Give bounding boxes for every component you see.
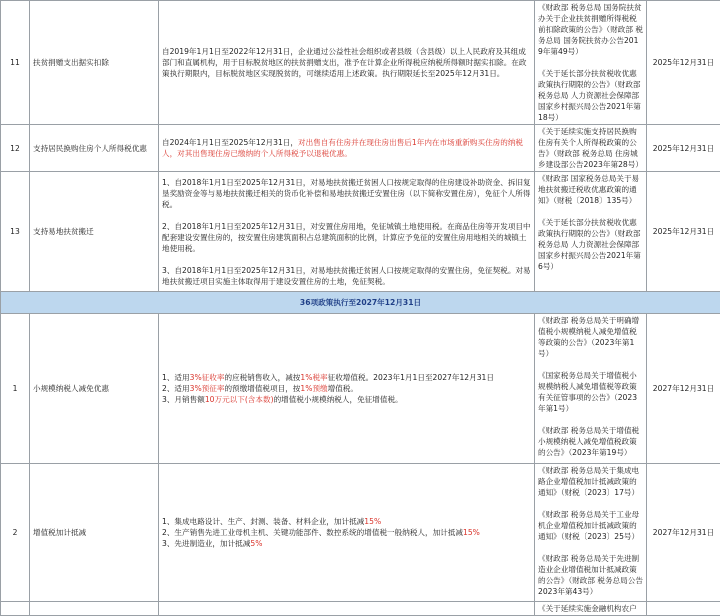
document-reference: 《国家税务总局关于增值税小规模纳税人减免增值税等政策有关征管事项的公告》（2023年第1号） bbox=[538, 370, 643, 414]
policy-content bbox=[159, 125, 535, 172]
document-reference: 《财政部 国家税务总局关于易地扶贫搬迁税收优惠政策的通知》（财税〔2018〕135号） bbox=[538, 173, 643, 206]
document-reference: 《关于延续实施支持居民换购住房有关个人所得税政策的公告》（财政部 税务总局 住房城乡建设部公告2023年第28号） bbox=[538, 126, 643, 170]
policy-content bbox=[159, 1, 535, 125]
policy-documents bbox=[535, 464, 647, 602]
paragraph-gap bbox=[538, 359, 643, 370]
content-paragraph bbox=[162, 394, 531, 405]
highlight-text: 1%税率 bbox=[300, 373, 327, 382]
empty-cell bbox=[647, 602, 720, 616]
highlight-text: 15% bbox=[463, 528, 480, 537]
content-paragraph bbox=[162, 538, 531, 549]
policy-content bbox=[159, 172, 535, 292]
document-reference: 《财政部 税务总局关于集成电路企业增值税加计抵减政策的通知》（财税〔2023〕17号） bbox=[538, 465, 643, 498]
table-row bbox=[1, 602, 720, 616]
section-title: 36项政策执行至2027年12月31日 bbox=[1, 292, 720, 314]
empty-cell bbox=[1, 602, 30, 616]
content-text: 征收增值税。2023年1月1日至2027年12月31日 bbox=[328, 373, 494, 382]
empty-cell bbox=[30, 602, 159, 616]
paragraph-gap bbox=[538, 542, 643, 553]
expiry-date: 2025年12月31日 bbox=[647, 172, 720, 292]
policy-content bbox=[159, 464, 535, 602]
document-reference: 《关于延续实施金融机构农户 bbox=[535, 602, 647, 616]
table-row bbox=[1, 464, 720, 602]
policy-content bbox=[159, 314, 535, 464]
row-number: 12 bbox=[1, 125, 30, 172]
expiry-date: 2025年12月31日 bbox=[647, 125, 720, 172]
content-text: 增值税。 bbox=[328, 384, 358, 393]
paragraph-gap bbox=[162, 254, 531, 265]
highlight-text: 3%征收率 bbox=[190, 373, 225, 382]
content-text: 3、月销售额 bbox=[162, 395, 205, 404]
content-paragraph bbox=[162, 46, 531, 79]
expiry-date: 2025年12月31日 bbox=[647, 1, 720, 125]
row-number: 11 bbox=[1, 1, 30, 125]
content-paragraph bbox=[162, 516, 531, 527]
row-number: 2 bbox=[1, 464, 30, 602]
content-text: 自2019年1月1日至2022年12月31日，企业通过公益性社会组织或者县级（含县级）以上人民政府及其组成部门和直属机构，用于目标脱贫地区的扶贫捐赠支出，准予在计算企业所得税应纳税所得额时据实扣除。在政策执行期限内，目标脱贫地区实现脱贫的，可继续适用上述政策。执行期限延长至2025年12月31日。 bbox=[162, 47, 527, 78]
content-text: 的预缴增值税项目，按 bbox=[224, 384, 300, 393]
policy-documents bbox=[535, 314, 647, 464]
content-text: 1、集成电路设计、生产、封测、装备、材料企业，加计抵减 bbox=[162, 517, 364, 526]
row-number: 1 bbox=[1, 314, 30, 464]
policy-name: 增值税加计抵减 bbox=[30, 464, 159, 602]
table-row bbox=[1, 314, 720, 464]
highlight-text: 3%预征率 bbox=[190, 384, 225, 393]
row-number: 13 bbox=[1, 172, 30, 292]
expiry-date: 2027年12月31日 bbox=[647, 464, 720, 602]
policy-name: 支持易地扶贫搬迁 bbox=[30, 172, 159, 292]
policy-name: 扶贫捐赠支出据实扣除 bbox=[30, 1, 159, 125]
content-text: 2、适用 bbox=[162, 384, 190, 393]
content-text: 1、自2018年1月1日至2025年12月31日，对易地扶贫搬迁贫困人口按规定取得的住房建设补助资金、拆旧复垦奖励资金等与易地扶贫搬迁相关的货币化补偿和易地扶贫搬迁安置住房（以下简称安置住房），免征个人所得税。 bbox=[162, 178, 531, 209]
empty-cell bbox=[159, 602, 535, 616]
document-reference: 《关于延长部分扶贫税收优惠政策执行期限的公告》（财政部 税务总局 人力资源社会保障部 国家乡村振兴局公告2021年第6号） bbox=[538, 217, 643, 272]
section-header-row bbox=[1, 292, 720, 314]
table-row bbox=[1, 125, 720, 172]
paragraph-gap bbox=[162, 210, 531, 221]
table-row bbox=[1, 1, 720, 125]
document-reference: 《财政部 税务总局关于明确增值税小规模纳税人减免增值税等政策的公告》（2023年第1号） bbox=[538, 315, 643, 359]
highlight-text: 10万元以下(含本数) bbox=[205, 395, 274, 404]
policy-documents bbox=[535, 1, 647, 125]
content-paragraph bbox=[162, 177, 531, 210]
content-text: 自2024年1月1日至2025年12月31日， bbox=[162, 138, 298, 147]
paragraph-gap bbox=[538, 206, 643, 217]
content-paragraph bbox=[162, 137, 531, 159]
highlight-text: 1%预缴 bbox=[300, 384, 327, 393]
content-paragraph bbox=[162, 372, 531, 383]
content-text: 的增值税小规模纳税人，免征增值税。 bbox=[274, 395, 403, 404]
content-paragraph bbox=[162, 265, 531, 287]
content-text: 1、适用 bbox=[162, 373, 190, 382]
document-reference: 《财政部 税务总局关于工业母机企业增值税加计抵减政策的通知》（财税〔2023〕25号） bbox=[538, 509, 643, 542]
document-reference: 《财政部 税务总局关于先进制造业企业增值税加计抵减政策的公告》（财政部 税务总局公告2023年第43号） bbox=[538, 553, 643, 597]
highlight-text: 对出售自有住房并在现住房出售后1年内在市场重新购买住房的纳税人，对其出售现住房已缴纳的个人所得税予以退税优惠。 bbox=[162, 138, 523, 158]
document-reference: 《关于延长部分扶贫税收优惠政策执行期限的公告》（财政部 税务总局 人力资源社会保障部 国家乡村振兴局公告2021年第18号） bbox=[538, 68, 643, 123]
paragraph-gap bbox=[538, 57, 643, 68]
policy-name: 小规模纳税人减免优惠 bbox=[30, 314, 159, 464]
document-reference: 《财政部 税务总局 国务院扶贫办关于企业扶贫捐赠所得税税前扣除政策的公告》（财政部 税务总局 国务院扶贫办公告2019年第49号） bbox=[538, 2, 643, 57]
content-paragraph bbox=[162, 383, 531, 394]
content-text: 3、自2018年1月1日至2025年12月31日，对易地扶贫搬迁贫困人口按规定取得的安置住房，免征契税。对易地扶贫搬迁项目实施主体取得用于建设安置住房的土地，免征契税。 bbox=[162, 266, 531, 286]
content-text: 2、生产销售先进工业母机主机、关键功能部件、数控系统的增值税一般纳税人，加计抵减 bbox=[162, 528, 463, 537]
policy-documents bbox=[535, 172, 647, 292]
content-text: 的应税销售收入，减按 bbox=[224, 373, 300, 382]
policy-name: 支持居民换购住房个人所得税优惠 bbox=[30, 125, 159, 172]
paragraph-gap bbox=[538, 498, 643, 509]
policy-documents bbox=[535, 125, 647, 172]
expiry-date: 2027年12月31日 bbox=[647, 314, 720, 464]
highlight-text: 5% bbox=[250, 539, 262, 548]
content-paragraph bbox=[162, 221, 531, 254]
table-row bbox=[1, 172, 720, 292]
content-text: 3、先进制造业，加计抵减 bbox=[162, 539, 250, 548]
content-text: 2、自2018年1月1日至2025年12月31日，对安置住房用地，免征城镇土地使用税。在商品住房等开发项目中配套建设安置住房的，按安置住房建筑面积占总建筑面积的比例，计算应予免征的安置住房用地相关的城镇土地使用税。 bbox=[162, 222, 531, 253]
content-paragraph bbox=[162, 527, 531, 538]
highlight-text: 15% bbox=[364, 517, 381, 526]
paragraph-gap bbox=[538, 414, 643, 425]
document-reference: 《财政部 税务总局关于增值税小规模纳税人减免增值税政策的公告》（2023年第19号） bbox=[538, 425, 643, 458]
